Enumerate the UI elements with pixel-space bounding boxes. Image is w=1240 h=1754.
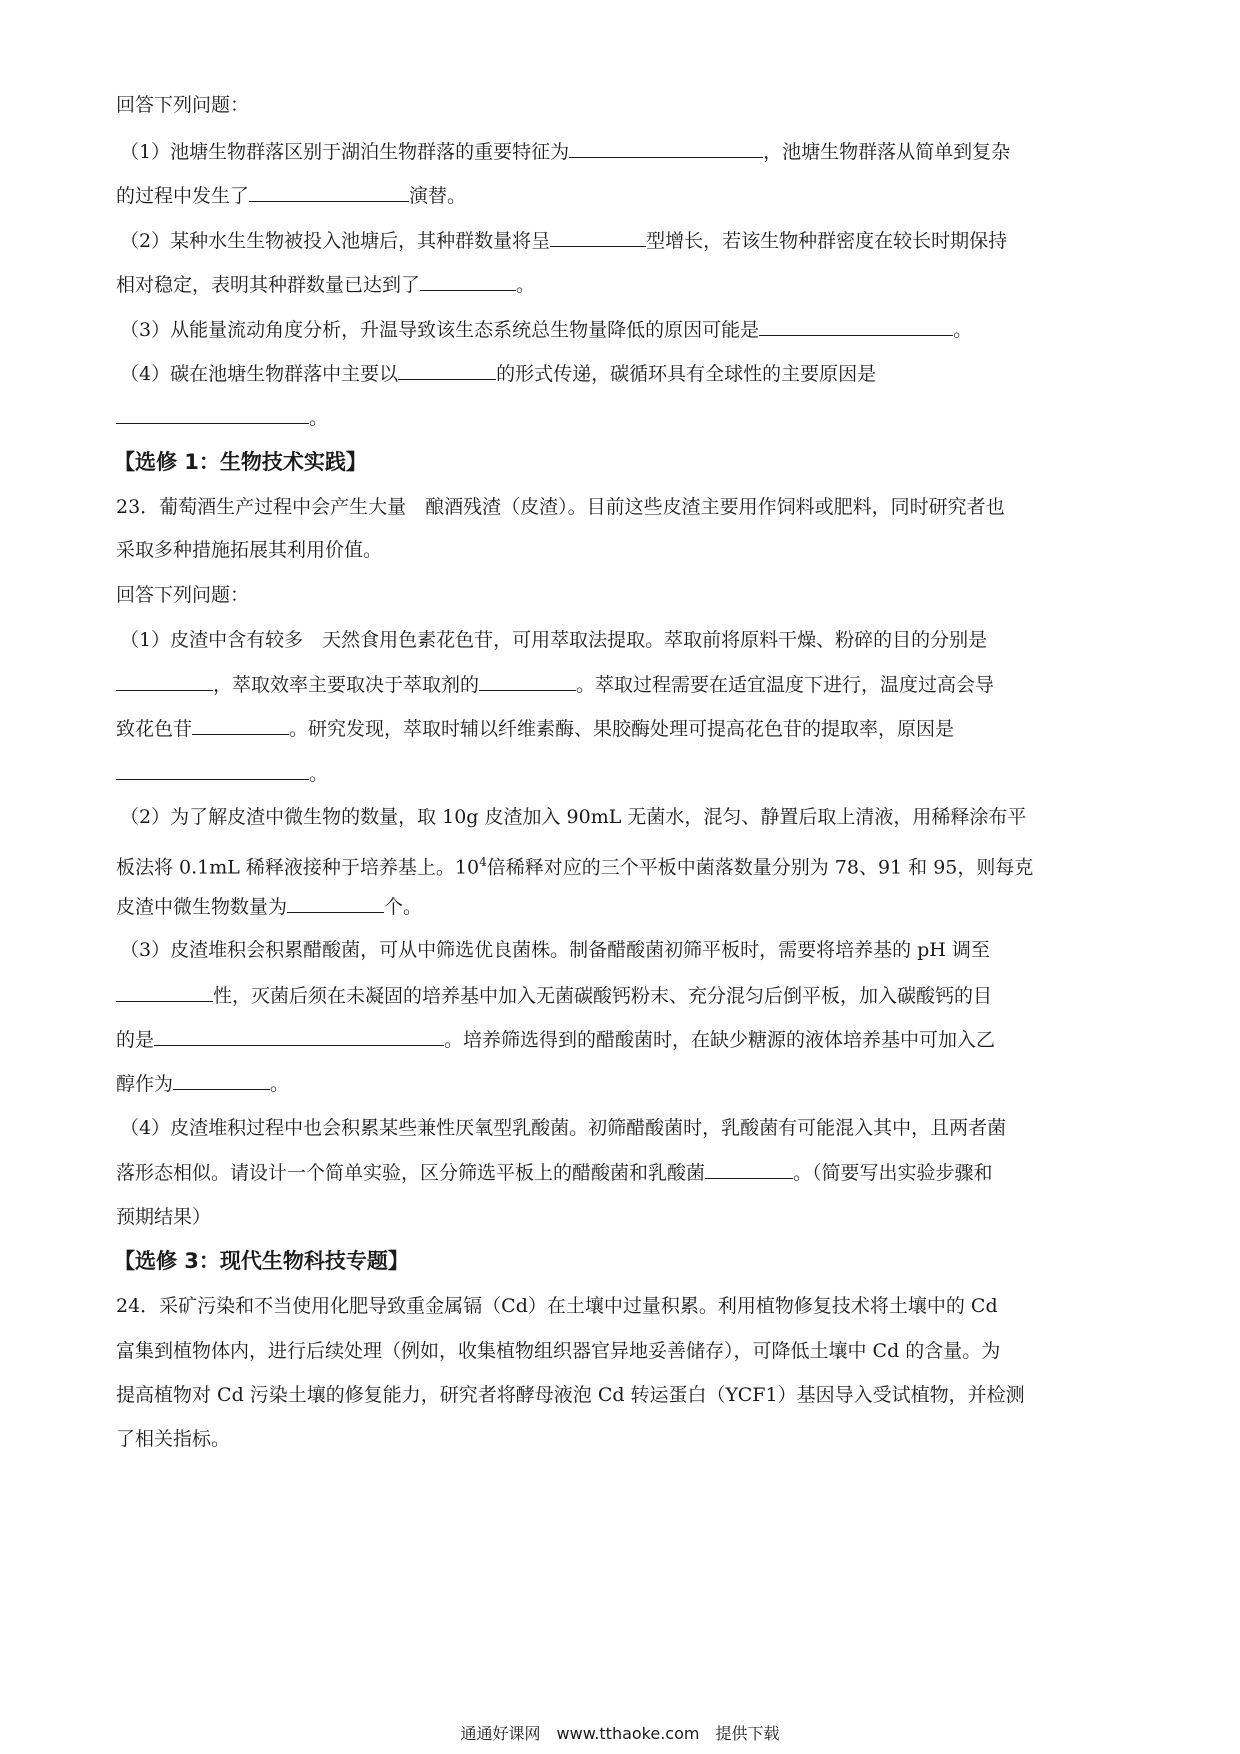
q23-part1-line3 xyxy=(116,714,954,743)
text: 性，灭菌后须在未凝固的培养基中加入无菌碳酸钙粉末、充分混匀后倒平板，加入碳酸钙的目 xyxy=(213,985,993,1007)
text: 个。 xyxy=(384,896,423,918)
q23-part4-line3 xyxy=(116,1203,211,1231)
text: 演替。 xyxy=(409,185,467,207)
text: 了相关指标。 xyxy=(116,1428,231,1450)
text: 的形式传递，碳循环具有全球性的主要原因是 xyxy=(496,363,877,385)
q22-part2-line1 xyxy=(120,226,1007,255)
text: （2）为了解皮渣中微生物的数量，取 10g 皮渣加入 90mL 无菌水，混匀、静置后取上清液，用稀释涂布平 xyxy=(120,806,1027,828)
q24-stem-line4 xyxy=(116,1425,230,1453)
text: （4）皮渣堆积过程中也会积累某些兼性厌氧型乳酸菌。初筛醋酸菌时，乳酸菌有可能混入其中，且两者菌 xyxy=(120,1117,1007,1139)
q23-intro xyxy=(116,581,249,609)
q24-stem-line2 xyxy=(116,1337,1000,1365)
text: 提高植物对 Cd 污染土壤的修复能力，研究者将酵母液泡 Cd 转运蛋白（YCF1）基因导入受试植物，并检测 xyxy=(116,1384,1025,1406)
q23-part3-line2 xyxy=(116,981,992,1010)
answer-blank[interactable] xyxy=(154,1025,444,1046)
heading-text: 【选修 1：生物技术实践】 xyxy=(114,450,367,474)
answer-blank[interactable] xyxy=(192,714,289,735)
q22-part4-line1 xyxy=(120,359,876,388)
text: 板法将 0.1mL 稀释液接种于培养基上。10 xyxy=(116,856,480,879)
text: 落形态相似。请设计一个简单实验，区分筛选平板上的醋酸菌和乳酸菌 xyxy=(116,1162,706,1184)
q22-part2-line2 xyxy=(116,270,535,299)
exponent: 4 xyxy=(479,855,487,869)
q22-part4-line2 xyxy=(116,403,328,432)
text: 。萃取过程需要在适宜温度下进行，温度过高会导 xyxy=(576,674,995,696)
text: 皮渣中微生物数量为 xyxy=(116,896,288,918)
q22-intro xyxy=(116,91,249,119)
text: 。 xyxy=(516,274,536,296)
text: 23．葡萄酒生产过程中会产生大量 酿酒残渣（皮渣）。目前这些皮渣主要用作饲料或肥料，同时研究者也 xyxy=(116,496,1005,518)
text: 预期结果） xyxy=(116,1206,212,1228)
answer-blank[interactable] xyxy=(116,759,309,780)
text: 富集到植物体内，进行后续处理（例如，收集植物组织器官异地妥善储存），可降低土壤中 Cd 的含量。为 xyxy=(116,1340,1001,1362)
text: 倍稀释对应的三个平板中菌落数量分别为 78、91 和 95，则每克 xyxy=(486,856,1034,879)
answer-blank[interactable] xyxy=(759,315,953,336)
q23-part2-line3 xyxy=(116,892,422,921)
text: 型增长，若该生物种群密度在较长时期保持 xyxy=(646,230,1008,252)
text: 的过程中发生了 xyxy=(116,185,250,207)
answer-blank[interactable] xyxy=(116,670,213,691)
q23-part1-line4 xyxy=(116,759,328,788)
q23-part3-line3 xyxy=(116,1025,995,1054)
text: 致花色苷 xyxy=(116,718,193,740)
page-footer xyxy=(0,1721,1240,1744)
text: （3）皮渣堆积会积累醋酸菌，可从中筛选优良菌株。制备醋酸菌初筛平板时，需要将培养基的 pH 调至 xyxy=(120,939,990,961)
text: （1）池塘生物群落区别于湖泊生物群落的重要特征为 xyxy=(120,141,570,163)
q23-part2-line2 xyxy=(116,848,1033,881)
q23-part4-line2 xyxy=(116,1158,993,1187)
answer-blank[interactable] xyxy=(705,1158,793,1179)
text: ，萃取效率主要取决于萃取剂的 xyxy=(213,674,480,696)
text: 。 xyxy=(309,763,329,785)
q24-stem-line1 xyxy=(116,1292,998,1320)
text: （2）某种水生生物被投入池塘后，其种群数量将呈 xyxy=(120,230,551,252)
footer-text: 通通好课网 www.tthaoke.com 提供下载 xyxy=(460,1724,780,1743)
text: 。（简要写出实验步骤和 xyxy=(793,1162,993,1184)
answer-blank[interactable] xyxy=(398,359,496,380)
text: 24．采矿污染和不当使用化肥导致重金属镉（Cd）在土壤中过量积累。利用植物修复技术将土壤中的 Cd xyxy=(116,1295,998,1317)
q22-part1-line2 xyxy=(116,181,466,210)
heading-text: 【选修 3：现代生物科技专题】 xyxy=(114,1249,409,1273)
section-heading-elective-3 xyxy=(114,1247,409,1275)
q23-part3-line1 xyxy=(120,936,990,964)
q23-part3-line4 xyxy=(116,1069,289,1098)
text: （3）从能量流动角度分析，升温导致该生态系统总生物量降低的原因可能是 xyxy=(120,319,760,341)
text: ，池塘生物群落从简单到复杂 xyxy=(763,141,1011,163)
q24-stem-line3 xyxy=(116,1381,1025,1409)
text: 。培养筛选得到的醋酸菌时，在缺少糖源的液体培养基中可加入乙 xyxy=(444,1029,996,1051)
q23-stem-line2 xyxy=(116,536,382,564)
q22-part3 xyxy=(120,315,972,344)
answer-blank[interactable] xyxy=(116,981,213,1002)
q23-part1-line1 xyxy=(120,626,987,654)
q23-stem-line1 xyxy=(116,493,1005,521)
text: 的是 xyxy=(116,1029,155,1051)
q23-part2-line1 xyxy=(120,803,1026,831)
text: （1）皮渣中含有较多 天然食用色素花色苷，可用萃取法提取。萃取前将原料干燥、粉碎的目的分别是 xyxy=(120,629,988,651)
q23-part1-line2 xyxy=(116,670,994,699)
text: 。 xyxy=(953,319,973,341)
answer-blank[interactable] xyxy=(569,137,763,158)
answer-blank[interactable] xyxy=(116,403,309,424)
intro-text: 回答下列问题： xyxy=(116,94,250,116)
section-heading-elective-1 xyxy=(114,448,367,476)
answer-blank[interactable] xyxy=(287,892,384,913)
text: （4）碳在池塘生物群落中主要以 xyxy=(120,363,399,385)
text: 采取多种措施拓展其利用价值。 xyxy=(116,539,383,561)
text: 。 xyxy=(309,407,329,429)
answer-blank[interactable] xyxy=(479,670,576,691)
answer-blank[interactable] xyxy=(173,1069,270,1090)
text: 。 xyxy=(270,1073,290,1095)
answer-blank[interactable] xyxy=(550,226,646,247)
answer-blank[interactable] xyxy=(249,181,409,202)
intro-text: 回答下列问题： xyxy=(116,584,250,606)
q23-part4-line1 xyxy=(120,1114,1006,1142)
answer-blank[interactable] xyxy=(420,270,516,291)
q22-part1-line1 xyxy=(120,137,1010,166)
text: 相对稳定，表明其种群数量已达到了 xyxy=(116,274,421,296)
text: 。研究发现，萃取时辅以纤维素酶、果胶酶处理可提高花色苷的提取率，原因是 xyxy=(289,718,955,740)
text: 醇作为 xyxy=(116,1073,174,1095)
